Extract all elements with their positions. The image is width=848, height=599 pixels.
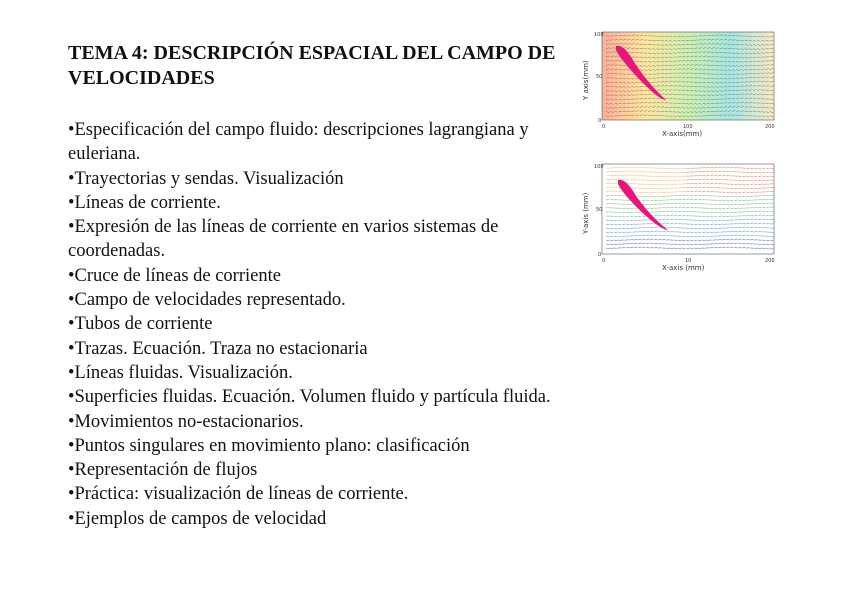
topic-item: •Cruce de líneas de corriente <box>68 265 281 286</box>
topic-item: •Práctica: visualización de líneas de corriente. <box>68 484 409 505</box>
topic-item: •Ejemplos de campos de velocidad <box>68 508 327 529</box>
velocity-field-plot-bottom <box>572 160 780 274</box>
x-tick-label: 10 <box>685 258 692 264</box>
topic-item: •Representación de flujos <box>68 460 258 481</box>
y-axis-label: Y-axis (mm) <box>582 192 590 234</box>
topic-item: •Expresión de las líneas de corriente en varios sistemas de coordenadas. <box>68 217 499 262</box>
topic-item: •Trazas. Ecuación. Traza no estacionaria <box>68 338 368 359</box>
slide-title: TEMA 4: DESCRIPCIÓN ESPACIAL DEL CAMPO DE VELOCIDADES <box>68 42 556 89</box>
y-tick-label: 50 <box>596 207 603 213</box>
topic-item: •Movimientos no-estacionarios. <box>68 411 304 432</box>
topic-item: •Superficies fluidas. Ecuación. Volumen fluido y partícula fluida. <box>68 387 551 408</box>
x-tick-label: 0 <box>602 124 606 130</box>
x-tick-label: 200 <box>765 258 775 264</box>
topic-item: •Puntos singulares en movimiento plano: clasificación <box>68 435 470 456</box>
x-tick-label: 100 <box>683 124 693 130</box>
velocity-field-figure-top <box>572 28 780 140</box>
topic-item: •Campo de velocidades representado. <box>68 290 346 311</box>
topic-item: •Líneas de corriente. <box>68 192 221 213</box>
x-axis-label: X-axis(mm) <box>662 130 703 138</box>
topic-item: •Especificación del campo fluido: descripciones lagrangiana y euleriana. <box>68 120 529 165</box>
y-tick-label: 100 <box>594 32 604 38</box>
y-tick-label: 0 <box>598 252 602 258</box>
y-axis-label: Y axis(mm) <box>582 60 590 100</box>
y-tick-label: 0 <box>598 118 602 124</box>
topic-list <box>68 118 558 531</box>
y-tick-label: 50 <box>596 74 603 80</box>
y-tick-label: 100 <box>594 164 604 170</box>
topic-item: •Trayectorias y sendas. Visualización <box>68 168 344 189</box>
topic-item: •Líneas fluidas. Visualización. <box>68 362 293 383</box>
field-background <box>602 32 774 120</box>
x-tick-label: 0 <box>602 258 606 264</box>
topic-item: •Tubos de corriente <box>68 314 213 335</box>
x-axis-label: X-axis (mm) <box>662 264 705 272</box>
x-tick-label: 200 <box>765 124 775 130</box>
velocity-field-figure-bottom <box>572 160 780 274</box>
velocity-field-plot-top <box>572 28 780 140</box>
